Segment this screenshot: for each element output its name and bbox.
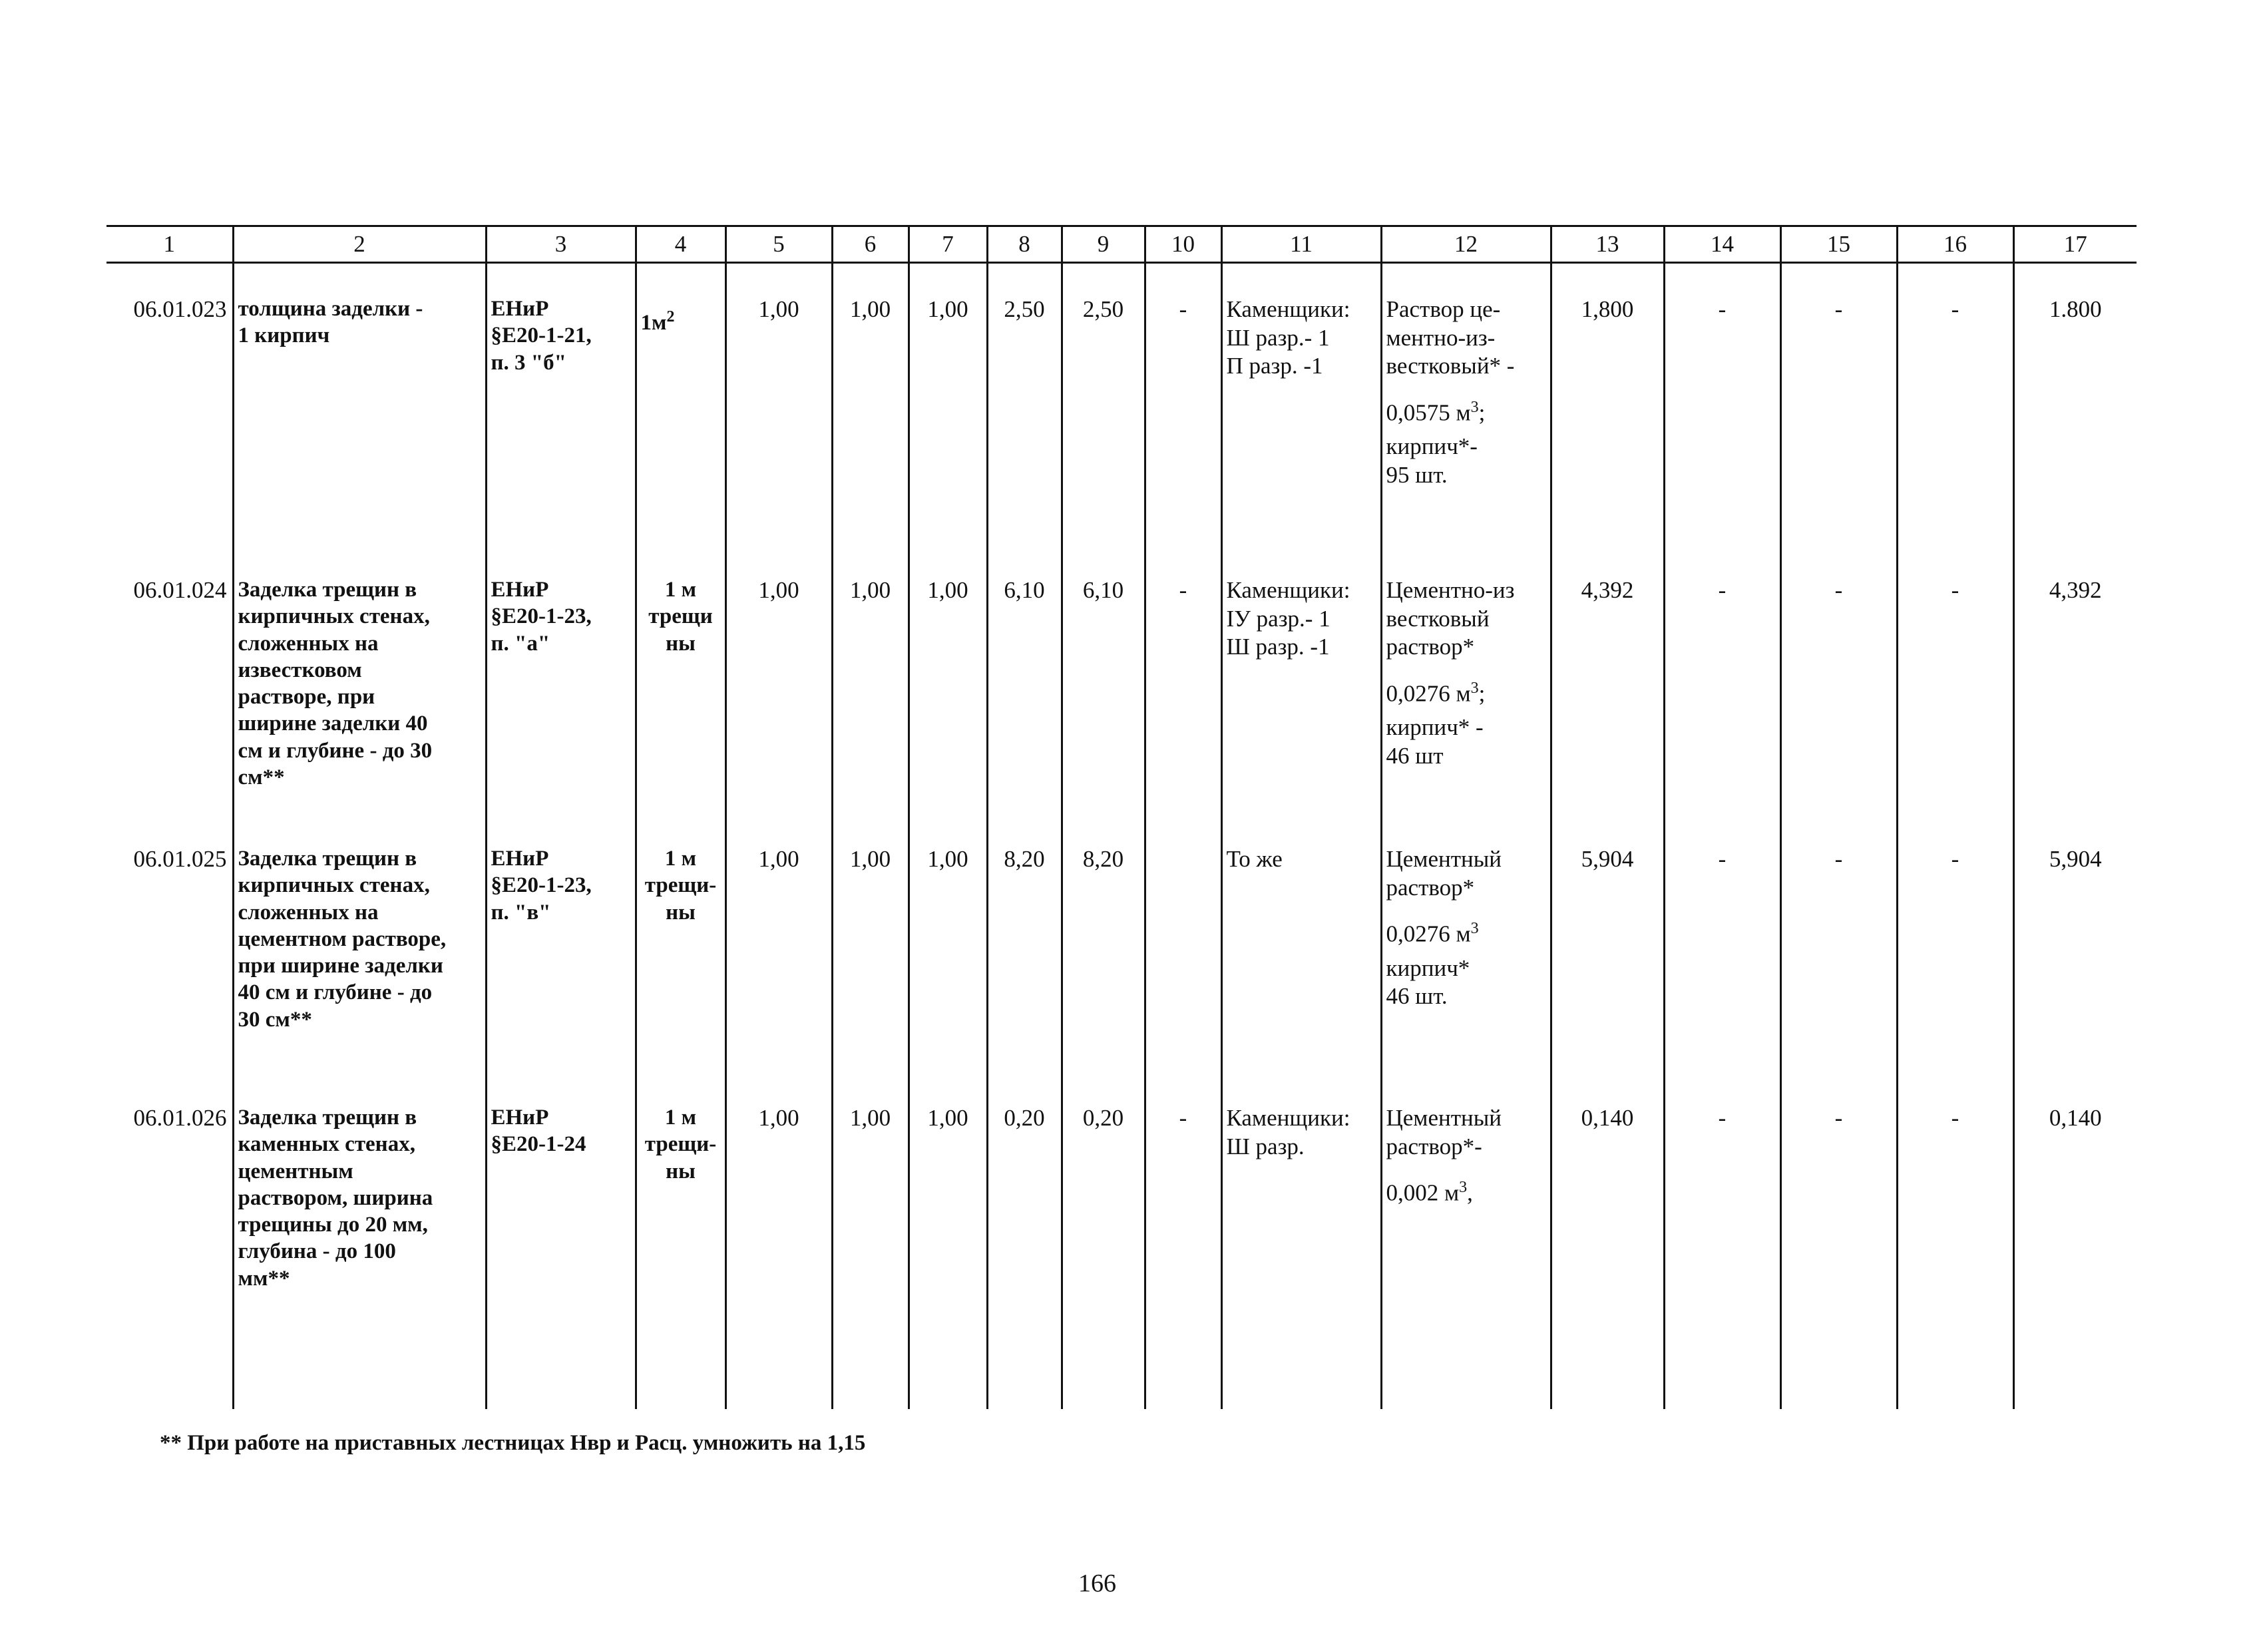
header-row xyxy=(106,226,2137,263)
unit-cell xyxy=(636,572,725,841)
material-line: вестковый xyxy=(1386,605,1490,632)
reference-line: ЕНиР xyxy=(491,847,549,871)
value-cell-c9: 0,20 xyxy=(1062,1100,1145,1409)
column-header: 9 xyxy=(1062,226,1145,263)
workers-line: Каменщики: xyxy=(1226,577,1350,603)
column-header: 15 xyxy=(1780,226,1897,263)
reference-cell xyxy=(486,1100,636,1409)
column-header: 8 xyxy=(987,226,1062,263)
description-line: ширине заделки 40 xyxy=(238,712,428,736)
workers-cell xyxy=(1221,263,1381,573)
value-cell-c14: - xyxy=(1664,572,1780,841)
workers-line: П разр. -1 xyxy=(1226,353,1323,379)
column-header: 12 xyxy=(1381,226,1551,263)
value-cell-c15: - xyxy=(1780,263,1897,573)
norm-code: 06.01.024 xyxy=(133,577,227,603)
value-cell-c5: 1,00 xyxy=(725,572,832,841)
value-cell-c6: 1,00 xyxy=(832,572,909,841)
reference-line: п. "в" xyxy=(491,900,551,925)
column-header: 1 xyxy=(106,226,233,263)
material-line: Цементно-из xyxy=(1386,577,1515,603)
material-quantity xyxy=(1386,679,1546,708)
reference-line: §Е20-1-23, xyxy=(491,873,592,898)
description-cell xyxy=(233,572,486,841)
table-row xyxy=(106,572,2137,841)
material-quantity-value: 0,002 м xyxy=(1386,1180,1460,1207)
material-line: 95 шт. xyxy=(1386,462,1448,489)
materials-cell xyxy=(1381,263,1551,573)
column-header: 4 xyxy=(636,226,725,263)
column-header: 10 xyxy=(1145,226,1221,263)
workers-line: Каменщики: xyxy=(1226,1105,1350,1131)
material-quantity-exponent: 3 xyxy=(1470,680,1479,698)
value-cell-c16: - xyxy=(1897,841,2013,1100)
value-cell-c17: 4,392 xyxy=(2013,572,2137,841)
value-cell-c8: 0,20 xyxy=(987,1100,1062,1409)
material-gap xyxy=(1386,708,1546,714)
description-line: раствором, ширина xyxy=(238,1185,433,1210)
workers-line: IУ разр.- 1 xyxy=(1226,605,1331,632)
unit-line: 1 м xyxy=(664,1106,697,1130)
description-line: см** xyxy=(238,765,285,789)
unit-line: трещи- xyxy=(644,1132,717,1157)
description-cell xyxy=(233,263,486,573)
workers-line: Ш разр. xyxy=(1226,1133,1305,1159)
reference-line: §Е20-1-21, xyxy=(491,323,592,348)
material-line: кирпич* - xyxy=(1386,714,1484,741)
norm-code: 06.01.026 xyxy=(133,1105,227,1131)
norm-code-cell xyxy=(106,1100,233,1409)
value-cell-c5: 1,00 xyxy=(725,1100,832,1409)
norms-table xyxy=(106,225,2137,1409)
column-header: 13 xyxy=(1551,226,1664,263)
value-cell-c14: - xyxy=(1664,263,1780,573)
value-cell-c15: - xyxy=(1780,1100,1897,1409)
table-row xyxy=(106,841,2137,1100)
material-quantity xyxy=(1386,398,1546,427)
value-cell-c7: 1,00 xyxy=(909,841,987,1100)
material-line: Раствор це- xyxy=(1386,296,1501,322)
value-cell-c9: 6,10 xyxy=(1062,572,1145,841)
unit-line: ны xyxy=(666,900,696,925)
description-line: цементным xyxy=(238,1159,353,1183)
workers-line: Ш разр.- 1 xyxy=(1226,324,1330,351)
value-cell-c15: - xyxy=(1780,841,1897,1100)
workers-line: Ш разр. -1 xyxy=(1226,634,1330,660)
value-cell-c10: - xyxy=(1145,572,1221,841)
material-line: вестковый* - xyxy=(1386,353,1515,379)
value-cell-c13: 4,392 xyxy=(1551,572,1664,841)
material-quantity xyxy=(1386,1178,1546,1207)
materials-cell xyxy=(1381,1100,1551,1409)
material-gap xyxy=(1386,902,1546,919)
reference-line: п. 3 "б" xyxy=(491,350,566,375)
value-cell-c8: 2,50 xyxy=(987,263,1062,573)
column-header: 11 xyxy=(1221,226,1381,263)
material-quantity xyxy=(1386,919,1546,948)
material-quantity-value: 0,0575 м xyxy=(1386,399,1471,426)
value-cell-c14: - xyxy=(1664,841,1780,1100)
value-cell-c10: - xyxy=(1145,1100,1221,1409)
value-cell-c17: 1.800 xyxy=(2013,263,2137,573)
value-cell-c7: 1,00 xyxy=(909,263,987,573)
materials-cell xyxy=(1381,841,1551,1100)
unit-line: ны xyxy=(666,631,696,656)
value-cell-c10 xyxy=(1145,841,1221,1100)
column-header: 7 xyxy=(909,226,987,263)
reference-line: ЕНиР xyxy=(491,297,549,321)
value-cell-c5: 1,00 xyxy=(725,841,832,1100)
page-number: 166 xyxy=(1078,1569,1116,1597)
workers-cell xyxy=(1221,841,1381,1100)
description-line: кирпичных стенах, xyxy=(238,873,430,898)
material-gap xyxy=(1386,949,1546,954)
value-cell-c10: - xyxy=(1145,263,1221,573)
unit-line: трещи- xyxy=(644,873,717,898)
value-cell-c17: 0,140 xyxy=(2013,1100,2137,1409)
material-quantity-tail: ; xyxy=(1478,399,1486,426)
material-quantity-tail: ; xyxy=(1478,680,1486,707)
workers-line: Каменщики: xyxy=(1226,296,1350,322)
reference-line: §Е20-1-23, xyxy=(491,604,592,629)
material-quantity-exponent: 3 xyxy=(1459,1179,1468,1197)
reference-cell xyxy=(486,263,636,573)
reference-line: §Е20-1-24 xyxy=(491,1132,586,1157)
value-cell-c8: 6,10 xyxy=(987,572,1062,841)
description-line: 1 кирпич xyxy=(238,323,330,348)
norm-code-cell xyxy=(106,572,233,841)
unit-cell xyxy=(636,841,725,1100)
reference-line: ЕНиР xyxy=(491,578,549,602)
description-line: растворе, при xyxy=(238,685,375,709)
material-line: Цементный xyxy=(1386,1105,1502,1131)
table-row xyxy=(106,1100,2137,1409)
value-cell-c13: 0,140 xyxy=(1551,1100,1664,1409)
material-gap xyxy=(1386,381,1546,398)
description-line: сложенных на xyxy=(238,900,379,925)
unit-cell xyxy=(636,263,725,573)
value-cell-c6: 1,00 xyxy=(832,841,909,1100)
column-header: 14 xyxy=(1664,226,1780,263)
description-line: глубина - до 100 xyxy=(238,1239,396,1264)
material-gap xyxy=(1386,662,1546,679)
material-line: 46 шт xyxy=(1386,743,1444,769)
material-quantity-tail: , xyxy=(1467,1180,1473,1207)
material-quantity-value: 0,0276 м xyxy=(1386,921,1471,948)
table-row xyxy=(106,263,2137,573)
column-header: 16 xyxy=(1897,226,2013,263)
material-line: раствор* xyxy=(1386,874,1475,901)
material-line: 46 шт. xyxy=(1386,983,1448,1010)
workers-cell xyxy=(1221,1100,1381,1409)
description-line: сложенных на xyxy=(238,631,379,656)
footnote: ** При работе на приставных лестницах Нвр и Расц. умножить на 1,15 xyxy=(160,1431,866,1455)
value-cell-c13: 1,800 xyxy=(1551,263,1664,573)
description-line: каменных стенах, xyxy=(238,1132,415,1157)
column-header: 2 xyxy=(233,226,486,263)
description-line: трещины до 20 мм, xyxy=(238,1213,428,1237)
reference-line: ЕНиР xyxy=(491,1106,549,1130)
description-cell xyxy=(233,841,486,1100)
description-cell xyxy=(233,1100,486,1409)
value-cell-c17: 5,904 xyxy=(2013,841,2137,1100)
material-quantity-exponent: 3 xyxy=(1470,920,1479,938)
value-cell-c5: 1,00 xyxy=(725,263,832,573)
value-cell-c7: 1,00 xyxy=(909,572,987,841)
value-cell-c16: - xyxy=(1897,263,2013,573)
value-cell-c16: - xyxy=(1897,1100,2013,1409)
material-line: Цементный xyxy=(1386,846,1502,872)
value-cell-c6: 1,00 xyxy=(832,263,909,573)
material-line: кирпич* xyxy=(1386,954,1470,981)
value-cell-c9: 8,20 xyxy=(1062,841,1145,1100)
unit-line: трещи xyxy=(648,604,713,629)
description-line: известковом xyxy=(238,658,362,682)
material-line: кирпич*- xyxy=(1386,433,1478,460)
reference-line: п. "а" xyxy=(491,631,550,656)
column-header: 6 xyxy=(832,226,909,263)
description-line: см и глубине - до 30 xyxy=(238,738,433,763)
value-cell-c8: 8,20 xyxy=(987,841,1062,1100)
unit-line: ны xyxy=(666,1159,696,1183)
workers-cell xyxy=(1221,572,1381,841)
description-line: кирпичных стенах, xyxy=(238,604,430,629)
description-line: Заделка трещин в xyxy=(238,847,417,871)
column-header: 3 xyxy=(486,226,636,263)
material-gap xyxy=(1386,1161,1546,1178)
description-line: цементном растворе, xyxy=(238,927,447,951)
value-cell-c6: 1,00 xyxy=(832,1100,909,1409)
description-line: при ширине заделки xyxy=(238,954,443,978)
description-line: 30 см** xyxy=(238,1007,312,1032)
column-header: 5 xyxy=(725,226,832,263)
material-line: ментно-из- xyxy=(1386,324,1496,351)
unit-exponent: 2 xyxy=(666,308,675,325)
description-line: 40 см и глубине - до xyxy=(238,980,433,1005)
materials-cell xyxy=(1381,572,1551,841)
reference-cell xyxy=(486,572,636,841)
material-quantity-exponent: 3 xyxy=(1470,399,1479,417)
norm-code-cell xyxy=(106,263,233,573)
material-gap xyxy=(1386,427,1546,433)
value-cell-c14: - xyxy=(1664,1100,1780,1409)
unit-line: 1 м xyxy=(664,847,697,871)
value-cell-c9: 2,50 xyxy=(1062,263,1145,573)
norm-code: 06.01.023 xyxy=(133,296,227,322)
unit-cell xyxy=(636,1100,725,1409)
value-cell-c13: 5,904 xyxy=(1551,841,1664,1100)
material-line: раствор*- xyxy=(1386,1133,1482,1159)
unit-line: 1 м xyxy=(664,578,697,602)
value-cell-c16: - xyxy=(1897,572,2013,841)
reference-cell xyxy=(486,841,636,1100)
column-header: 17 xyxy=(2013,226,2137,263)
description-line: мм** xyxy=(238,1266,290,1291)
description-line: Заделка трещин в xyxy=(238,1106,417,1130)
value-cell-c15: - xyxy=(1780,572,1897,841)
material-quantity-value: 0,0276 м xyxy=(1386,680,1471,707)
norm-code-cell xyxy=(106,841,233,1100)
description-line: Заделка трещин в xyxy=(238,578,417,602)
value-cell-c7: 1,00 xyxy=(909,1100,987,1409)
norm-code: 06.01.025 xyxy=(133,846,227,872)
description-line: толщина заделки - xyxy=(238,297,423,321)
material-line: раствор* xyxy=(1386,634,1475,660)
workers-line: То же xyxy=(1226,846,1283,872)
unit-text: 1м xyxy=(640,311,667,335)
